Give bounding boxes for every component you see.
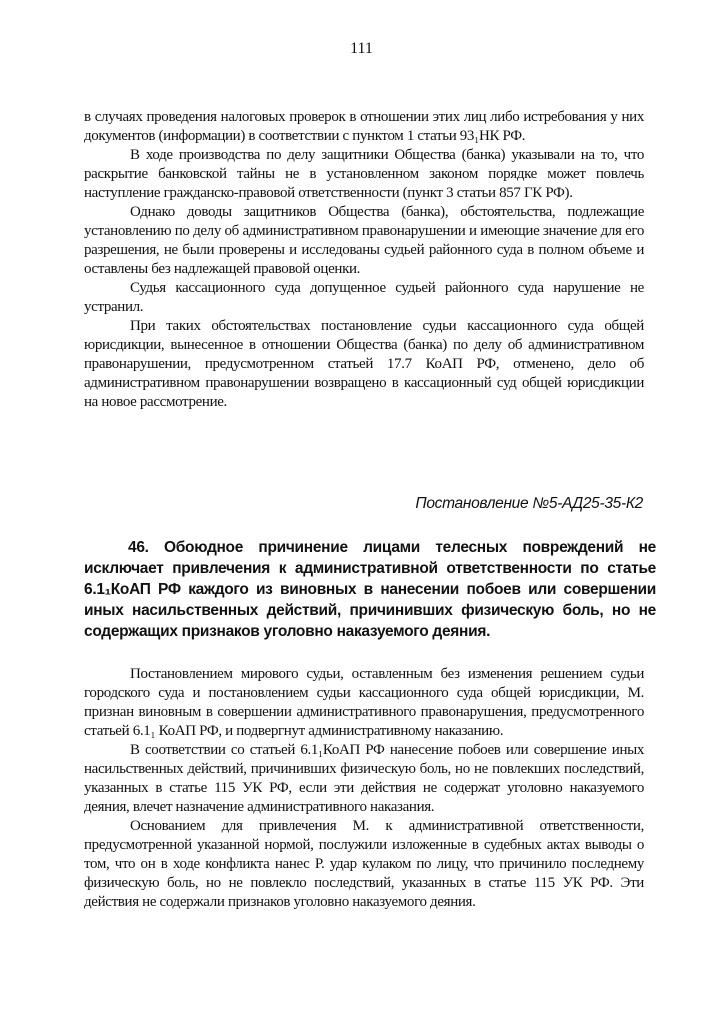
paragraph: При таких обстоятельствах постановление судьи кассационного суда общей юрисдикции, вынесенное в отношении Общества (банка) по делу об административном правонарушении, предусмотренном статьей 17.7 КоАП РФ, отменено, дело об административном правонарушении возвращено в кассационный суд общей юрисдикции на новое рассмотрение.: [84, 318, 644, 410]
paragraph: Основанием для привлечения М. к административной ответственности, предусмотренной указанной нормой, послужили изложенные в судебных актах выводы о том, что он в ходе конфликта нанес Р. удар кулаком по лицу, что причинило последнему физическую боль, но не повлекло последствий, указанных в статье 115 УК РФ. Эти действия не содержали признаков уголовно наказуемого деяния.: [84, 818, 644, 910]
case-heading-text: Обоюдное причинение лицами телесных повреждений не исключает привлечения к административной ответственности по статье 6.1₁КоАП РФ каждого из виновных в нанесении побоев или совершении иных насильственных действий, причинивших физическую боль, но не содержащих признаков уголовно наказуемого деяния.: [84, 539, 656, 640]
case-heading: [84, 537, 656, 642]
paragraph: Судья кассационного суда допущенное судьей районного суда нарушение не устранил.: [84, 280, 644, 315]
paragraph-continuation: в случаях проведения налоговых проверок в отношении этих лиц либо истребования у них документов (информации) в соответствии с пунктом 1 статьи 93₁НК РФ.: [84, 109, 644, 144]
resolution-reference: Постановление №5-АД25-35-К2: [415, 495, 643, 512]
previous-case-text: [84, 108, 644, 412]
page-number: 111: [350, 40, 373, 57]
case-46-text: [84, 665, 644, 912]
paragraph: Постановлением мирового судьи, оставленным без изменения решением судьи городского суда и постановлением судьи кассационного суда общей юрисдикции, М. признан виновным в совершении административного правонарушения, предусмотренного статьей 6.1₁ КоАП РФ, и подвергнут административному наказанию.: [84, 666, 644, 739]
paragraph: Однако доводы защитников Общества (банка), обстоятельства, подлежащие установлению по делу об административном правонарушении и имеющие значение для его разрешения, не были проверены и исследованы судьей районного суда в полном объеме и оставлены без надлежащей правовой оценки.: [84, 204, 644, 277]
paragraph: В соответствии со статьей 6.1₁КоАП РФ нанесение побоев или совершение иных насильственных действий, причинивших физическую боль, но не повлекших последствий, указанных в статье 115 УК РФ, если эти действия не содержат уголовно наказуемого деяния, влечет назначение административного наказания.: [84, 742, 644, 815]
paragraph: В ходе производства по делу защитники Общества (банка) указывали на то, что раскрытие банковской тайны не в установленном законом порядке может повлечь наступление гражданско-правовой ответственности (пункт 3 статьи 857 ГК РФ).: [84, 147, 644, 201]
case-number: 46.: [128, 539, 149, 556]
